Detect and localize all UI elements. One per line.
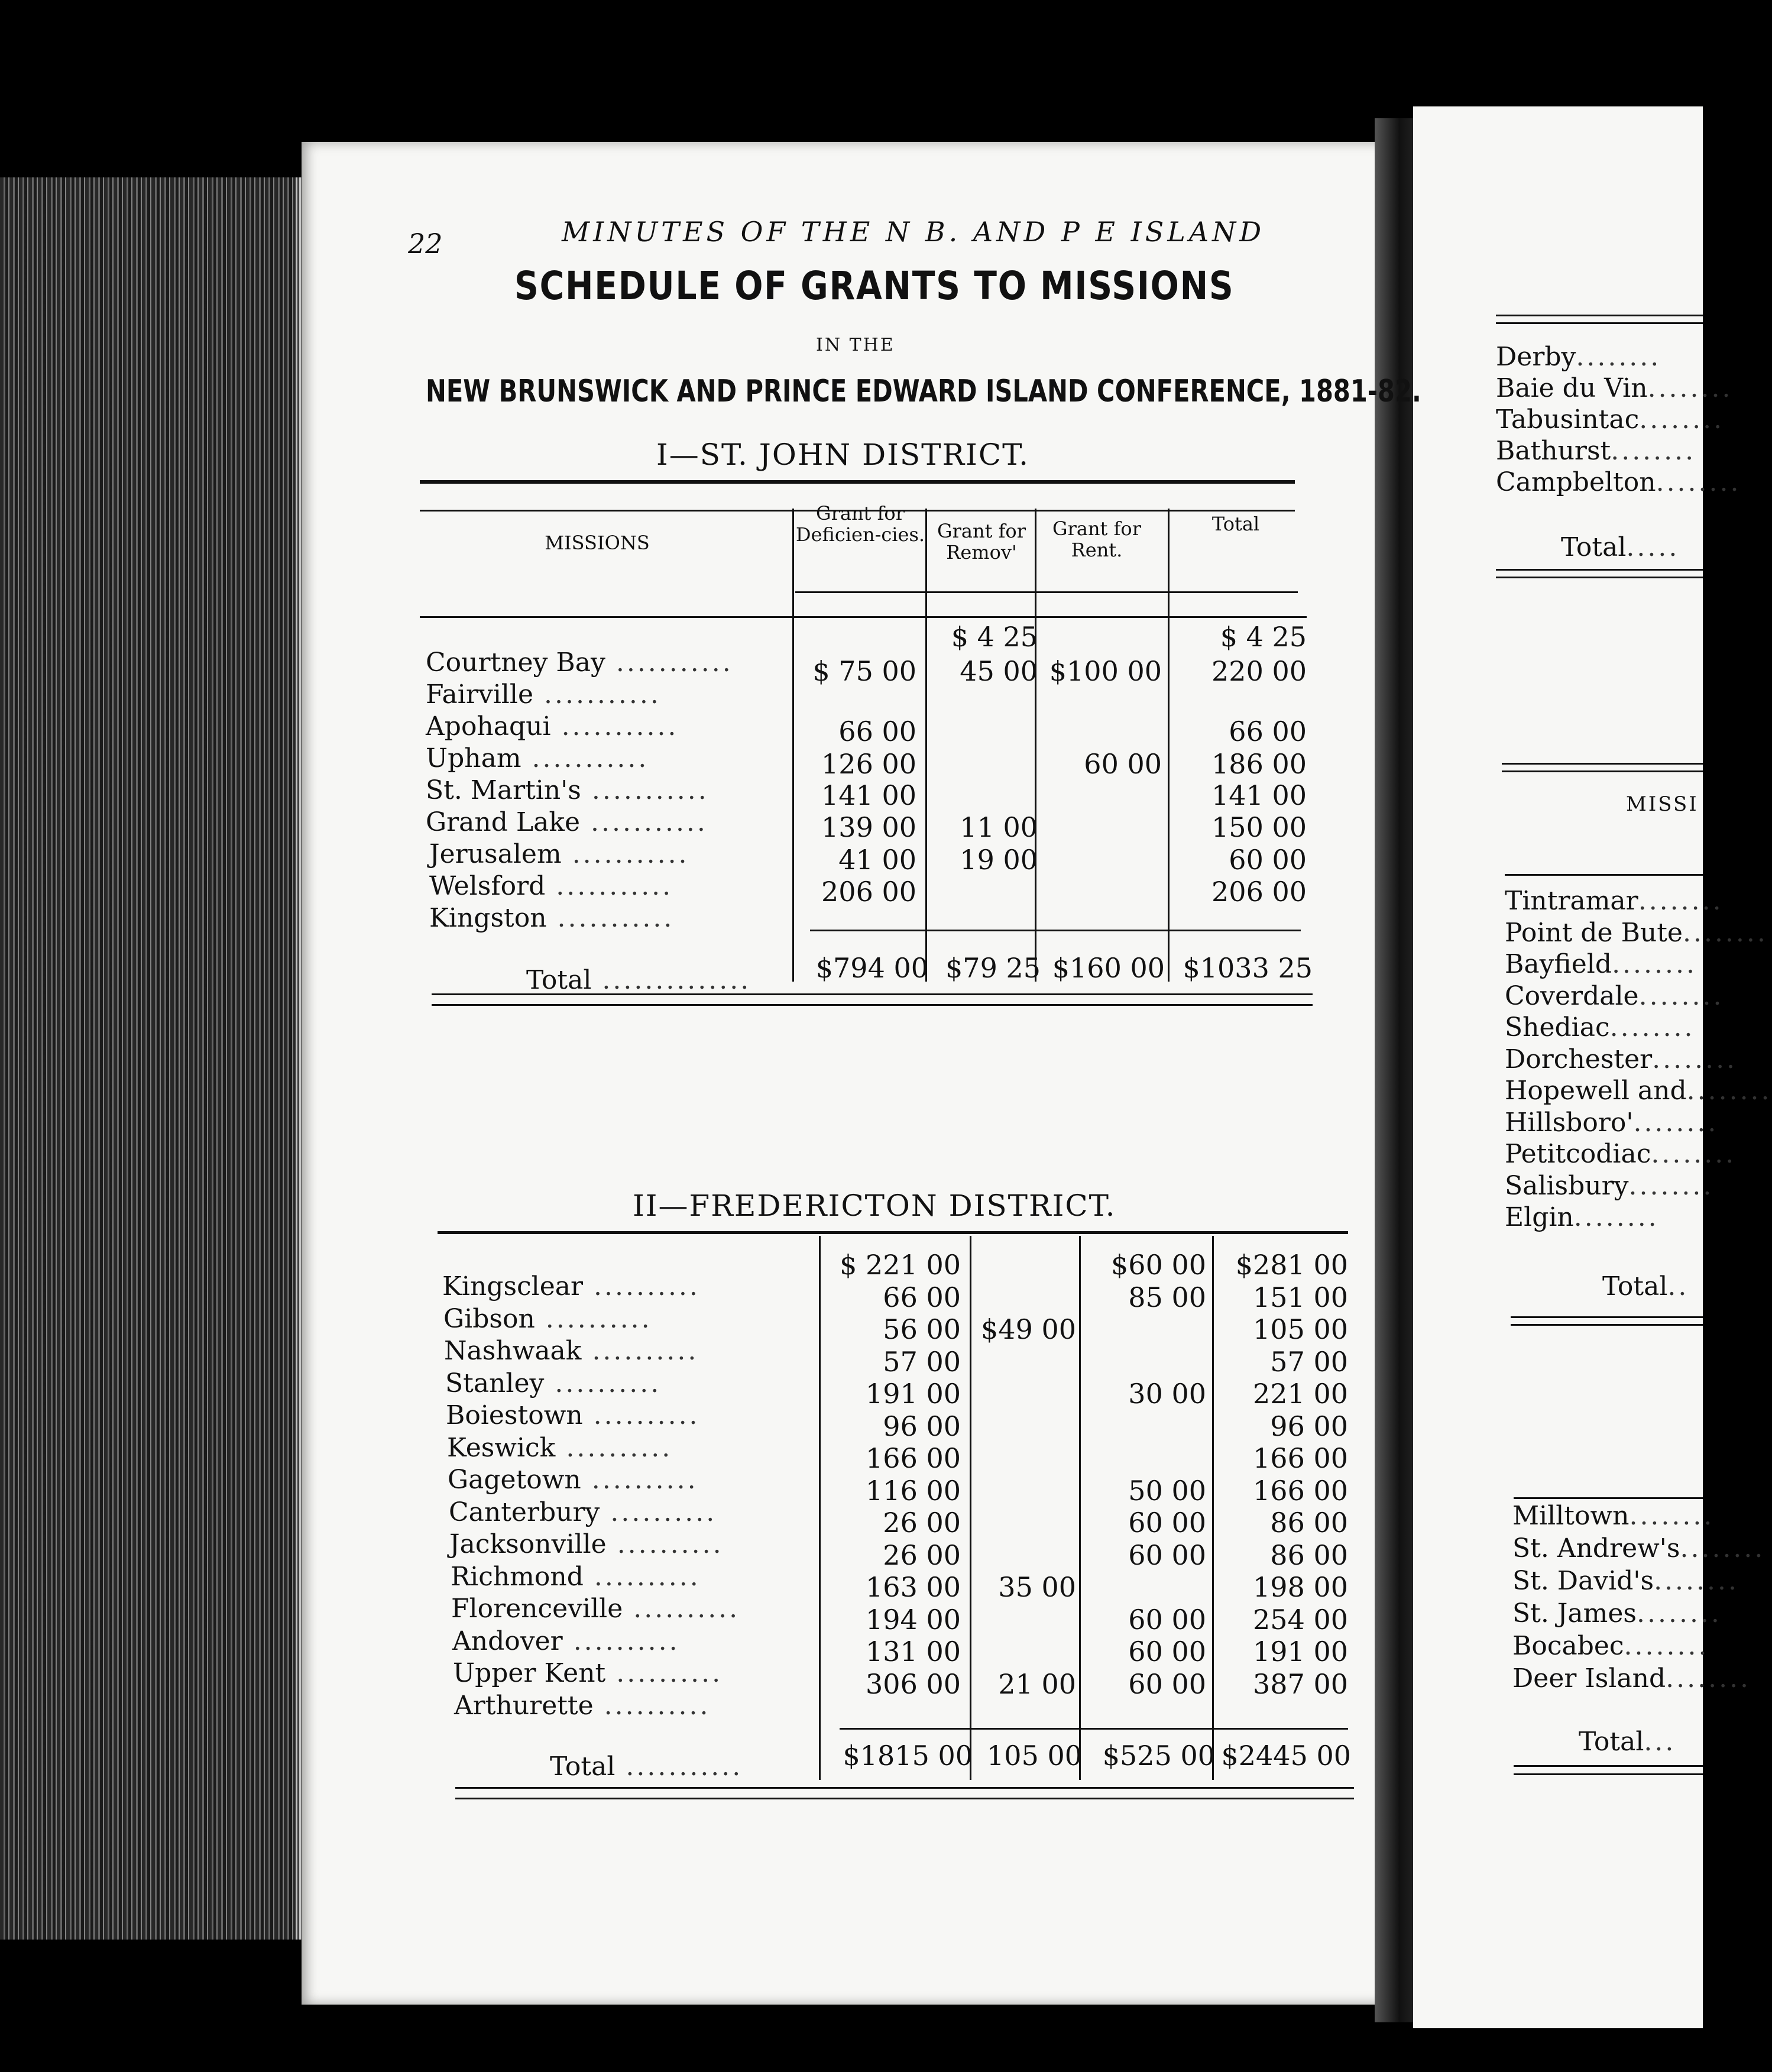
- deficiency-value: 66 00: [838, 716, 916, 747]
- right-mission-label: Bathurst: [1496, 436, 1611, 466]
- mission-label: Jerusalem: [429, 839, 562, 869]
- total2-removal: 105 00: [987, 1740, 1082, 1772]
- total-removal: $79 25: [945, 952, 1041, 984]
- total-value: 191 00: [1253, 1636, 1348, 1668]
- total-value: 66 00: [1229, 716, 1307, 747]
- right-mission-name: Hillsboro'........: [1505, 1108, 1719, 1138]
- total-total: $1033 25: [1183, 952, 1313, 984]
- total-value: 96 00: [1270, 1410, 1348, 1442]
- rule: [840, 1728, 1348, 1730]
- rent-value: 50 00: [1128, 1475, 1206, 1507]
- deficiency-value: 26 00: [883, 1539, 961, 1571]
- total-value: $ 4 25: [1220, 621, 1307, 653]
- right-mission-name: Deer Island........: [1512, 1663, 1751, 1694]
- right-mission-name: St. David's........: [1512, 1566, 1739, 1596]
- right-mission-label: Hopewell and: [1505, 1076, 1687, 1106]
- right-mission-name: Dorchester........: [1505, 1044, 1738, 1074]
- rule: [1496, 315, 1703, 316]
- deficiency-value: $ 221 00: [840, 1249, 961, 1281]
- removal-value: 19 00: [960, 844, 1038, 876]
- deficiency-value: 26 00: [883, 1507, 961, 1539]
- column-rule: [1079, 1236, 1081, 1780]
- mission-label: Richmond: [451, 1562, 584, 1592]
- mission-label: Florenceville: [451, 1594, 623, 1624]
- deficiency-value: 41 00: [838, 844, 916, 876]
- right-mission-name: Bocabec........: [1512, 1631, 1709, 1661]
- mission-name: Fairville ...........: [426, 679, 661, 710]
- rule: [455, 1798, 1354, 1799]
- deficiency-value: 194 00: [866, 1604, 961, 1636]
- mission-name: Andover ..........: [452, 1626, 680, 1656]
- header-deficiencies: Grant for Deficien-cies.: [795, 502, 925, 546]
- mission-label: Grand Lake: [426, 807, 581, 837]
- right-mission-label: St. Andrew's: [1512, 1533, 1680, 1563]
- mission-name: Jacksonville ..........: [449, 1529, 724, 1559]
- right-mission-label: Point de Bute: [1505, 918, 1683, 948]
- mission-label: Welsford: [429, 871, 546, 901]
- removal-value: $49 00: [981, 1313, 1076, 1345]
- deficiency-value: 66 00: [883, 1281, 961, 1313]
- rule: [1514, 1497, 1703, 1499]
- right-mission-name: Tabusintac........: [1496, 404, 1725, 435]
- right-mission-name: Point de Bute........: [1505, 918, 1768, 948]
- rent-value: $60 00: [1111, 1249, 1206, 1281]
- mission-label: Gagetown: [448, 1465, 581, 1495]
- right-mission-name: St. Andrew's........: [1512, 1533, 1765, 1563]
- right-mission-name: Tintramar........: [1505, 886, 1724, 916]
- deficiency-value: 116 00: [866, 1475, 961, 1507]
- left-page: [302, 142, 1413, 2005]
- right-header: MISSI: [1626, 792, 1699, 816]
- right-total-1: Total.....: [1561, 532, 1680, 562]
- column-rule: [1212, 1236, 1214, 1780]
- mission-name: Kingston ...........: [429, 903, 675, 933]
- total-value: 206 00: [1211, 876, 1307, 908]
- right-mission-label: St. James: [1512, 1598, 1637, 1629]
- total-value: 86 00: [1270, 1539, 1348, 1571]
- mission-label: Keswick: [447, 1433, 556, 1463]
- mission-name: Keswick ..........: [447, 1433, 673, 1463]
- mission-name: Gibson ..........: [443, 1304, 652, 1334]
- mission-label: Kingston: [429, 903, 547, 933]
- right-mission-name: Coverdale........: [1505, 981, 1724, 1011]
- rule: [1496, 569, 1703, 571]
- page-number: 22: [408, 228, 443, 260]
- rent-value: 60 00: [1128, 1539, 1206, 1571]
- rule: [1502, 770, 1703, 772]
- rule: [1511, 1316, 1703, 1318]
- total2-rent: $525 00: [1102, 1740, 1215, 1772]
- rule: [795, 591, 1298, 593]
- right-mission-name: Shediac........: [1505, 1012, 1695, 1043]
- deficiency-value: 131 00: [866, 1636, 961, 1668]
- mission-name: Gagetown ..........: [448, 1465, 698, 1495]
- mission-name: Jerusalem ...........: [429, 839, 689, 869]
- column-rule: [819, 1236, 821, 1780]
- right-mission-label: Hillsboro': [1505, 1108, 1634, 1138]
- right-mission-name: Derby........: [1496, 342, 1661, 372]
- running-title: MINUTES OF THE N B. AND P E ISLAND: [562, 216, 1265, 248]
- right-mission-label: Dorchester: [1505, 1044, 1653, 1074]
- rule: [432, 993, 1313, 995]
- mission-name: Richmond ..........: [451, 1562, 701, 1592]
- right-mission-label: Bayfield: [1505, 949, 1612, 979]
- total2-deficiencies: $1815 00: [843, 1740, 973, 1772]
- total-value: 151 00: [1253, 1281, 1348, 1313]
- right-mission-name: Petitcodiac........: [1505, 1139, 1737, 1169]
- mission-label: Fairville: [426, 679, 533, 710]
- rule: [1505, 874, 1703, 876]
- right-mission-label: Milltown: [1512, 1501, 1630, 1531]
- mission-name: Courtney Bay ...........: [426, 648, 733, 678]
- mission-label: Kingsclear: [442, 1271, 584, 1302]
- mission-label: Jacksonville: [449, 1529, 607, 1559]
- conference-title: NEW BRUNSWICK AND PRINCE EDWARD ISLAND CONFERENCE, 1881-82.: [426, 374, 1421, 409]
- rent-value: 60 00: [1128, 1604, 1206, 1636]
- mission-label: Stanley: [445, 1368, 545, 1398]
- right-mission-name: Elgin........: [1505, 1202, 1659, 1232]
- total-value: 186 00: [1211, 748, 1307, 780]
- book-page-edges: [0, 177, 331, 1940]
- right-mission-label: Baie du Vin: [1496, 373, 1648, 403]
- mission-name: Apohaqui ...........: [426, 711, 679, 742]
- removal-value: $ 4 25: [951, 621, 1038, 653]
- column-rule: [1168, 509, 1170, 982]
- right-mission-label: Bocabec: [1512, 1631, 1624, 1661]
- mission-name: Upper Kent ..........: [453, 1658, 723, 1688]
- removal-value: 35 00: [998, 1571, 1076, 1603]
- total-value: 198 00: [1253, 1571, 1348, 1603]
- right-mission-name: St. James........: [1512, 1598, 1722, 1629]
- page-title: SCHEDULE OF GRANTS TO MISSIONS: [514, 263, 1235, 309]
- right-mission-name: Bathurst........: [1496, 436, 1696, 466]
- mission-label: Upham: [426, 743, 521, 773]
- right-mission-label: Derby: [1496, 342, 1576, 372]
- right-mission-name: Salisbury........: [1505, 1171, 1714, 1201]
- total-value: 105 00: [1253, 1313, 1348, 1345]
- mission-label: Upper Kent: [453, 1658, 606, 1688]
- rule: [1511, 1324, 1703, 1326]
- mission-name: Upham ...........: [426, 743, 649, 773]
- total-rent: $160 00: [1052, 952, 1165, 984]
- rule: [810, 930, 1301, 931]
- deficiency-value: 126 00: [821, 748, 916, 780]
- deficiency-value: 191 00: [866, 1378, 961, 1410]
- mission-name: Boiestown ..........: [446, 1400, 700, 1430]
- rule: [1502, 763, 1703, 765]
- total-label: Total ..............: [526, 965, 751, 995]
- total-value: 141 00: [1211, 779, 1307, 811]
- rent-value: 60 00: [1128, 1668, 1206, 1700]
- deficiency-value: 206 00: [821, 876, 916, 908]
- mission-label: Apohaqui: [426, 711, 551, 742]
- right-mission-name: Milltown........: [1512, 1501, 1715, 1531]
- total-value: 166 00: [1253, 1442, 1348, 1474]
- right-mission-label: Deer Island: [1512, 1663, 1666, 1694]
- mission-label: Arthurette: [454, 1691, 594, 1721]
- right-total-3: Total...: [1579, 1727, 1676, 1757]
- mission-name: Canterbury ..........: [449, 1497, 717, 1527]
- mission-label: Courtney Bay: [426, 648, 605, 678]
- right-mission-name: Hopewell and........: [1505, 1076, 1772, 1106]
- removal-value: 21 00: [998, 1668, 1076, 1700]
- right-mission-name: Campbelton........: [1496, 467, 1741, 497]
- right-mission-label: Coverdale: [1505, 981, 1639, 1011]
- right-total-2: Total..: [1602, 1271, 1689, 1302]
- header-removal: Grant for Remov': [937, 520, 1026, 564]
- deficiency-value: 57 00: [883, 1346, 961, 1378]
- mission-label: Boiestown: [446, 1400, 583, 1430]
- rent-value: 60 00: [1128, 1636, 1206, 1668]
- total-value: $281 00: [1235, 1249, 1348, 1281]
- rent-value: 60 00: [1084, 748, 1162, 780]
- mission-name: Arthurette ..........: [454, 1691, 711, 1721]
- district-2-title: II—FREDERICTON DISTRICT.: [633, 1189, 1116, 1223]
- subtitle: IN THE: [816, 335, 895, 355]
- right-mission-label: Salisbury: [1505, 1171, 1629, 1201]
- deficiency-value: 56 00: [883, 1313, 961, 1345]
- right-mission-label: Elgin: [1505, 1202, 1574, 1232]
- total-value: 60 00: [1229, 844, 1307, 876]
- right-mission-label: Petitcodiac: [1505, 1139, 1651, 1169]
- deficiency-value: 139 00: [821, 811, 916, 843]
- right-mission-label: Tabusintac: [1496, 404, 1640, 435]
- total-value: 220 00: [1211, 655, 1307, 687]
- header-rent: Grant for Rent.: [1052, 517, 1141, 561]
- total2-total: $2445 00: [1221, 1740, 1351, 1772]
- mission-name: Grand Lake ...........: [426, 807, 708, 837]
- total-deficiencies: $794 00: [815, 952, 928, 984]
- rule: [420, 616, 1307, 618]
- column-rule: [1035, 509, 1036, 982]
- total-value: 150 00: [1211, 811, 1307, 843]
- total-value: 221 00: [1253, 1378, 1348, 1410]
- right-mission-label: St. David's: [1512, 1566, 1654, 1596]
- right-mission-label: Tintramar: [1505, 886, 1638, 916]
- total-value: 387 00: [1253, 1668, 1348, 1700]
- right-mission-label: Shediac: [1505, 1012, 1610, 1043]
- deficiency-value: 96 00: [883, 1410, 961, 1442]
- deficiency-value: $ 75 00: [812, 655, 916, 687]
- rule: [1514, 1773, 1703, 1775]
- mission-name: Stanley ..........: [445, 1368, 662, 1398]
- total-value: 86 00: [1270, 1507, 1348, 1539]
- mission-label: Canterbury: [449, 1497, 600, 1527]
- mission-name: St. Martin's ...........: [426, 775, 709, 805]
- removal-value: 45 00: [960, 655, 1038, 687]
- rule: [1496, 577, 1703, 578]
- rent-value: 85 00: [1128, 1281, 1206, 1313]
- header-total: Total: [1211, 513, 1260, 535]
- rule: [420, 480, 1295, 484]
- total-value: 254 00: [1253, 1604, 1348, 1636]
- mission-label: St. Martin's: [426, 775, 581, 805]
- total-label-2: Total ...........: [550, 1752, 743, 1782]
- district-1-title: I—ST. JOHN DISTRICT.: [656, 438, 1030, 472]
- rule: [432, 1004, 1313, 1006]
- total-value: 57 00: [1270, 1346, 1348, 1378]
- mission-label: Andover: [452, 1626, 563, 1656]
- right-mission-name: Bayfield........: [1505, 949, 1697, 979]
- mission-name: Florenceville ..........: [451, 1594, 740, 1624]
- deficiency-value: 166 00: [866, 1442, 961, 1474]
- column-rule: [925, 509, 927, 982]
- mission-name: Welsford ...........: [429, 871, 673, 901]
- rent-value: $100 00: [1049, 655, 1162, 687]
- rent-value: 60 00: [1128, 1507, 1206, 1539]
- removal-value: 11 00: [960, 811, 1038, 843]
- total-value: 166 00: [1253, 1475, 1348, 1507]
- deficiency-value: 141 00: [821, 779, 916, 811]
- rent-value: 30 00: [1128, 1378, 1206, 1410]
- mission-label: Nashwaak: [444, 1336, 582, 1366]
- deficiency-value: 306 00: [866, 1668, 961, 1700]
- deficiency-value: 163 00: [866, 1571, 961, 1603]
- right-mission-name: Baie du Vin........: [1496, 373, 1733, 403]
- rule: [1514, 1765, 1703, 1767]
- header-missions: MISSIONS: [545, 532, 650, 554]
- mission-name: Kingsclear ..........: [442, 1271, 700, 1302]
- rule: [455, 1787, 1354, 1789]
- mission-name: Nashwaak ..........: [444, 1336, 699, 1366]
- rule: [438, 1231, 1348, 1234]
- column-rule: [792, 509, 794, 982]
- rule: [1496, 322, 1703, 324]
- right-mission-label: Campbelton: [1496, 467, 1656, 497]
- mission-label: Gibson: [443, 1304, 535, 1334]
